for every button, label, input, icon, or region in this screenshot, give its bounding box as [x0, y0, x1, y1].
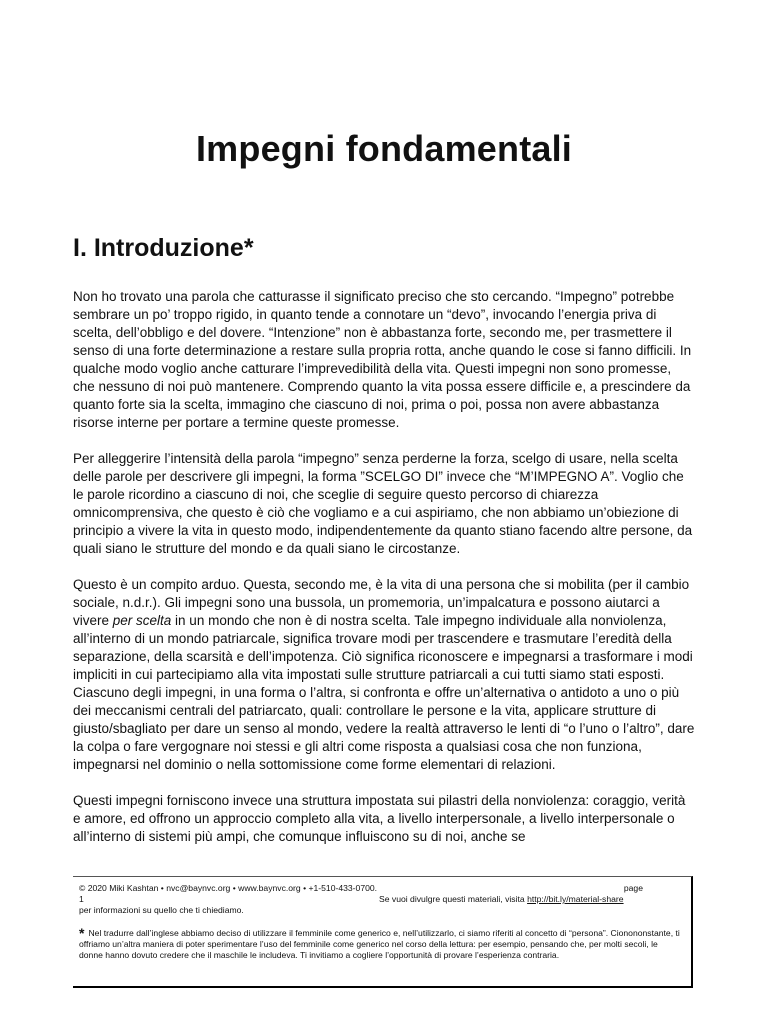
paragraph-3-text-b: in un mondo che non è di nostra scelta. Tale impegno individuale alla nonviolenza, all’interno di un mondo patriarcale, significa trovare modi per trascendere e trasmutare l’eredità della separazione, della scarsità e dell’impotenza. Ciò significa riconoscere e impegnarsi a trasformare i modi impliciti in cui partecipiamo alla vita impostati sulle strutture patriarcali a cui tutti siamo stati esposti. Ciascuno degli impegni, in una forma o l’altra, si confronta e offre un’alternativa o antidoto a uno o più dei meccanismi centrali del patriarcato, quali: controllare le persone e la vita, applicare strutture di giusto/sbagliato per dare un senso al mondo, vedere la realtà attraverso le lenti di “o l’uno o l’altro”, dare la colpa o fare vergognare noi stessi e gli altri come risposta a qualsiasi cosa che non funziona, impegnarsi nel dominio o nella sottomissione come forme elementari di relazioni. [73, 613, 695, 772]
section-heading: I. Introduzione* [73, 234, 254, 262]
footer-share [379, 894, 624, 905]
footer-page-label: page [623, 883, 643, 893]
body-text [73, 288, 695, 846]
footer-info: per informazioni su quello che ti chiediamo. [79, 905, 244, 915]
translation-note-text: Nel tradurre dall’inglese abbiamo deciso di utilizzare il femminile come generico e, nell’utilizzarlo, ci siamo riferiti al concetto di “persona”. Cionononstante, ti offriamo un’altra maniera di poter sperimentare l’uso del femminile come generico nel corso della lettura: per esempio, pensando che, per molti secoli, le donne hanno dovuto credere che il maschile le includeva. Ti invitiamo a cogliere l’opportunità di provare l’esperienza contraria. [79, 928, 680, 960]
paragraph-3 [73, 576, 695, 774]
paragraph-3-text-a: Questo è un compito arduo. Questa, secondo me, è la vita di una persona che si mobilita (per il cambio sociale, n.d.r.). Gli impegni sono una bussola, un promemoria, un’impalcatura e possono aiutarci a vivere [73, 577, 690, 628]
footer-box [73, 876, 693, 988]
footnote-asterisk: * [79, 925, 85, 941]
footer-contact-line [79, 883, 683, 894]
footer-page-number: 1 [79, 894, 84, 904]
paragraph-1: Non ho trovato una parola che catturasse il significato preciso che sto cercando. “Impegno” potrebbe sembrare un po’ troppo rigido, in quanto tende a connotare un “devo”, invocando l’energia priva di scelta, dell’obbligo e del dovere. “Intenzione” non è abbastanza forte, secondo me, per trasmettere il senso di una forte determinazione a restare sulla propria rotta, anche quando le cose si fanno difficili. In qualche modo voglio anche catturare l’imprevedibilità della vita. Questi impegni non sono promesse, che nessuno di noi può mantenere. Comprendo quanto la vita possa essere difficile e, a prescindere da quanto forte sia la scelta, immagino che ciascuno di noi, prima o poi, possa non avere abbastanza risorse interne per portare a termine queste promesse. [73, 289, 692, 430]
paragraph-2: Per alleggerire l’intensità della parola “impegno” senza perderne la forza, scelgo di usare, nella scelta delle parole per descrivere gli impegni, la forma ”SCELGO DI” invece che “M’IMPEGNO A”. Voglio che le parole ricordino a ciascuno di noi, che sceglie di seguire questo percorso di chiarezza omnicomprensiva, che questo è ciò che vogliamo e a cui aspiriamo, che non abbiamo un’obiezione di principio a vivere la vita in questo modo, indipendentemente da quanto stiano facendo altre persone, da quali siano le strutture del mondo e da quali siano le circostanze. [73, 451, 693, 556]
page-title: Impegni fondamentali [195, 128, 573, 169]
footer-contact: © 2020 Miki Kashtan • nvc@baynvc.org • www.baynvc.org • +1-510-433-0700. [79, 883, 378, 893]
paragraph-3-emphasis: per scelta [112, 613, 172, 628]
footer-share-line [79, 894, 683, 905]
paragraph-4: Questi impegni forniscono invece una struttura impostata sui pilastri della nonviolenza: coraggio, verità e amore, ed offrono un approccio completo alla vita, a livello interpersonale, a livello interpersonale o all’interno di sistemi più ampi, che comunque influiscono su di noi, anche se [73, 793, 686, 844]
translation-note [79, 925, 683, 961]
material-share-link[interactable]: http://bit.ly/material-share [527, 894, 624, 904]
footer-info-line [79, 905, 683, 916]
footer-share-text: Se vuoi divulgre questi materiali, visita [379, 894, 528, 904]
